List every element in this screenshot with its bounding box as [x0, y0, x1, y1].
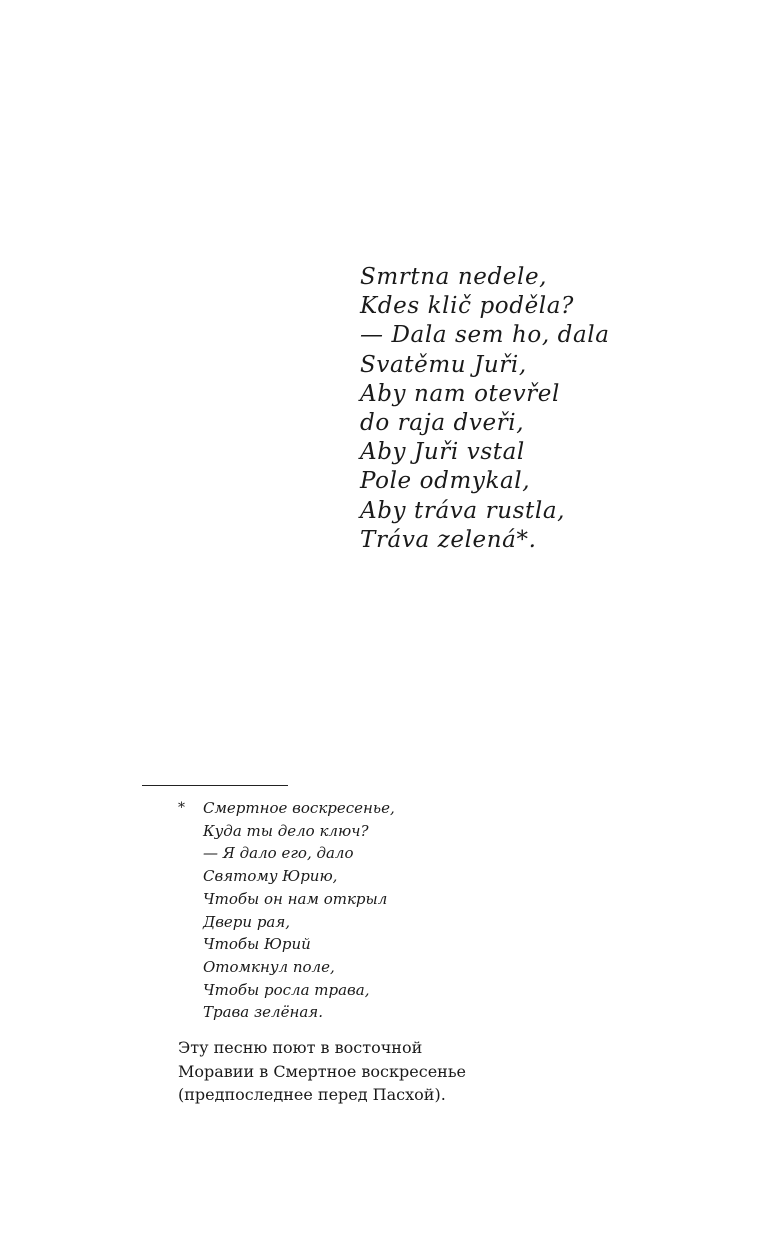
poem-line: do raja dveři,: [360, 410, 525, 437]
poem-line: — Dala sem ho, dala: [360, 322, 610, 349]
footnote-line: Двери рая,: [203, 912, 291, 931]
footnote-line: Смертное воскресенье,: [203, 799, 395, 817]
note-line: (предпоследнее перед Пасхой).: [178, 1085, 446, 1105]
poem-line: Smrtna nedele,: [360, 264, 548, 290]
poem-line: Svatěmu Juři,: [360, 351, 527, 378]
footnote-separator: [142, 785, 288, 786]
poem-line: Aby Juři vstal: [360, 439, 525, 466]
footnote-line: Чтобы он нам открыл: [203, 889, 388, 908]
poem-line: Aby nam otevřel: [360, 380, 560, 407]
footnote-translation: [178, 797, 395, 1024]
footnote-line: Чтобы росла трава,: [203, 980, 370, 999]
footnote-marker: *: [178, 800, 185, 816]
footnote-line: Святому Юрию,: [203, 867, 338, 886]
footnote-explanation: [178, 1036, 598, 1107]
poem-czech: [360, 263, 610, 555]
poem-line: Kdes klič poděla?: [360, 293, 574, 320]
poem-line: Tráva zelená*.: [360, 526, 537, 553]
footnote-line: Трава зелёная.: [203, 1003, 323, 1022]
note-line: Эту песню поют в восточной: [178, 1038, 423, 1057]
poem-line: Pole odmykal,: [360, 468, 531, 495]
footnote-line: Чтобы Юрий: [203, 935, 311, 954]
footnote-line: Куда ты дело ключ?: [203, 821, 369, 840]
footnote-verse: [203, 797, 395, 1024]
note-line: Моравии в Смертное воскресенье: [178, 1061, 466, 1081]
footnote-line: Отомкнул поле,: [203, 957, 335, 976]
footnote-line: — Я дало его, дало: [203, 844, 354, 863]
poem-line: Aby tráva rustla,: [360, 497, 566, 524]
